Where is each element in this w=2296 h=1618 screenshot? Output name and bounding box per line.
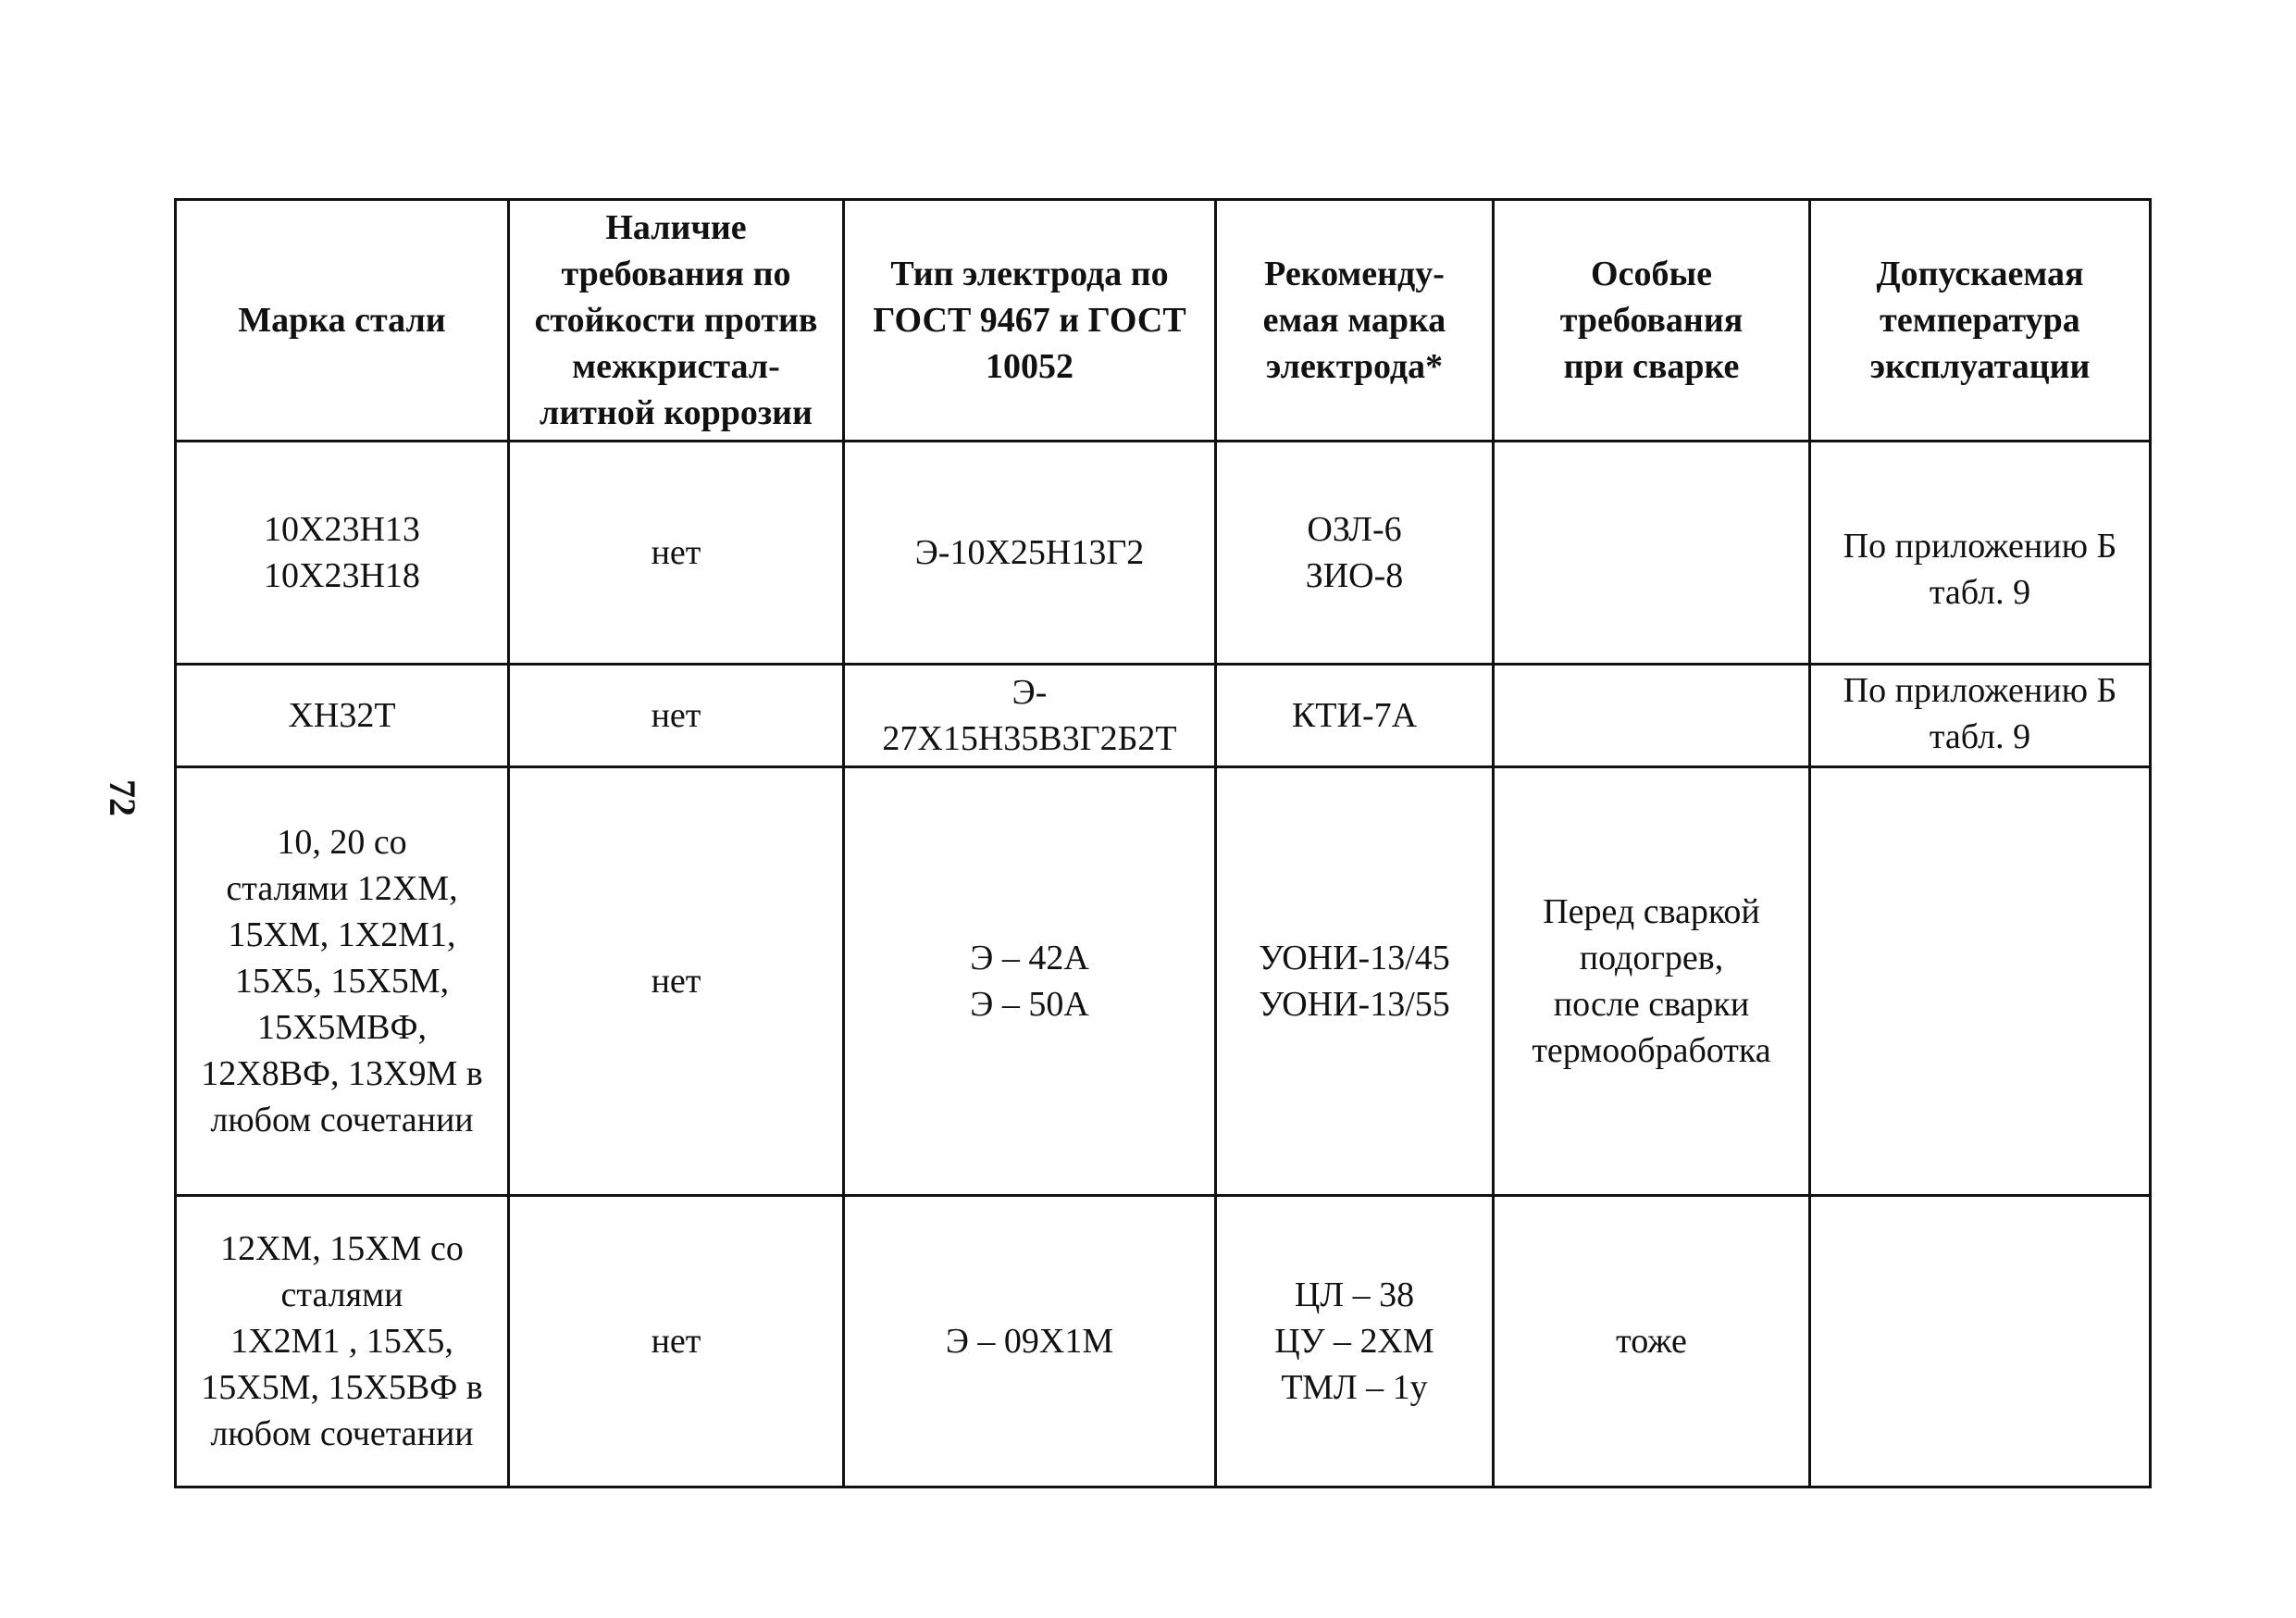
cell-operating-temperature [1810, 767, 2151, 1196]
electrode-selection-table [174, 198, 2152, 1488]
header-text: Допускаемая [1876, 255, 2084, 293]
cell-text: после сварки [1553, 985, 1750, 1024]
header-text: емая марка [1262, 301, 1446, 340]
cell-electrode-brand [1216, 1196, 1494, 1487]
cell-text: 15Х5, 15Х5М, [234, 962, 450, 1001]
cell-corrosion-requirement [509, 1196, 844, 1487]
header-text: требования по [561, 255, 791, 293]
cell-steel-grade [176, 1196, 509, 1487]
cell-text: сталями [280, 1276, 403, 1314]
cell-electrode-brand [1216, 442, 1494, 665]
cell-text: сталями 12ХМ, [226, 869, 458, 908]
cell-electrode-type [844, 665, 1216, 767]
header-text: электрода* [1265, 347, 1444, 386]
cell-text: ТМЛ – 1у [1281, 1368, 1428, 1407]
cell-operating-temperature [1810, 442, 2151, 665]
header-text: при сварке [1563, 347, 1740, 386]
table-row [176, 767, 2151, 1196]
header-operating-temperature [1810, 200, 2151, 442]
cell-corrosion-requirement [509, 442, 844, 665]
cell-special-requirements [1494, 665, 1810, 767]
cell-corrosion-requirement [509, 665, 844, 767]
cell-electrode-brand [1216, 665, 1494, 767]
cell-text: нет [651, 696, 701, 735]
cell-text: 27Х15Н35В3Г2Б2Т [882, 719, 1177, 758]
cell-text: любом сочетании [210, 1101, 474, 1139]
cell-text: 10Х23Н18 [264, 556, 420, 595]
cell-text: КТИ-7А [1291, 696, 1418, 735]
cell-corrosion-requirement [509, 767, 844, 1196]
cell-text: 15ХМ, 1Х2М1, [228, 915, 456, 954]
table-header-row [176, 200, 2151, 442]
header-text: литной коррозии [540, 393, 813, 432]
cell-special-requirements [1494, 767, 1810, 1196]
cell-electrode-type [844, 442, 1216, 665]
cell-text: УОНИ-13/45 [1259, 939, 1450, 977]
cell-text: любом сочетании [210, 1414, 474, 1453]
header-text: ГОСТ 9467 и ГОСТ [873, 301, 1186, 340]
header-text: стойкости против [534, 301, 818, 340]
header-text: Рекоменду- [1264, 255, 1445, 293]
header-corrosion-requirement [509, 200, 844, 442]
cell-text: подогрев, [1579, 939, 1724, 977]
cell-special-requirements [1494, 1196, 1810, 1487]
cell-special-requirements [1494, 442, 1810, 665]
cell-operating-temperature [1810, 665, 2151, 767]
header-text: Тип электрода по [890, 255, 1169, 293]
cell-text: термообработка [1532, 1031, 1771, 1070]
cell-operating-temperature [1810, 1196, 2151, 1487]
cell-text: ЦУ – 2ХМ [1274, 1322, 1434, 1361]
cell-text: Э- [1011, 673, 1048, 712]
cell-text: нет [651, 1322, 701, 1361]
cell-text: тоже [1616, 1322, 1687, 1361]
cell-text: табл. 9 [1929, 573, 2031, 612]
cell-text: ОЗЛ-6 [1307, 510, 1402, 549]
cell-text: По приложению Б [1843, 671, 2117, 710]
header-special-requirements [1494, 200, 1810, 442]
cell-text: 1Х2М1 , 15Х5, [230, 1322, 453, 1361]
cell-text: Перед сваркой [1543, 892, 1760, 931]
cell-text: ХН32Т [288, 696, 396, 735]
cell-text: 12ХМ, 15ХМ со [220, 1229, 464, 1268]
cell-steel-grade [176, 665, 509, 767]
cell-text: нет [651, 533, 701, 572]
header-text: эксплуатации [1869, 347, 2091, 386]
cell-text: По приложению Б [1843, 527, 2117, 566]
header-text: Наличие [605, 208, 747, 247]
header-text: 10052 [986, 347, 1074, 386]
cell-electrode-type [844, 767, 1216, 1196]
cell-text: Э-10Х25Н13Г2 [914, 533, 1145, 572]
table-row [176, 1196, 2151, 1487]
cell-electrode-type [844, 1196, 1216, 1487]
header-steel-grade [176, 200, 509, 442]
header-text: температура [1880, 301, 2080, 340]
cell-text: 15Х5МВФ, [256, 1008, 428, 1047]
cell-electrode-brand [1216, 767, 1494, 1196]
cell-text: Э – 42А [970, 939, 1089, 977]
cell-text: ЗИО-8 [1305, 556, 1404, 595]
cell-text: 10Х23Н13 [264, 510, 420, 549]
header-electrode-type [844, 200, 1216, 442]
header-text: Особые [1591, 255, 1712, 293]
page-number: 72 [102, 779, 143, 816]
cell-steel-grade [176, 767, 509, 1196]
table-row [176, 665, 2151, 767]
cell-text: 10, 20 со [277, 823, 407, 862]
header-text: Марка стали [238, 301, 446, 340]
cell-text: 15Х5М, 15Х5ВФ в [201, 1368, 483, 1407]
cell-text: 12Х8ВФ, 13Х9М в [201, 1054, 483, 1093]
header-text: межкристал- [572, 347, 780, 386]
cell-text: нет [651, 962, 701, 1001]
cell-steel-grade [176, 442, 509, 665]
cell-text: ЦЛ – 38 [1294, 1276, 1415, 1314]
header-text: требования [1559, 301, 1744, 340]
header-electrode-brand [1216, 200, 1494, 442]
cell-text: табл. 9 [1929, 717, 2031, 756]
table-row [176, 442, 2151, 665]
cell-text: УОНИ-13/55 [1259, 985, 1450, 1024]
cell-text: Э – 50А [970, 985, 1089, 1024]
cell-text: Э – 09Х1М [945, 1322, 1114, 1361]
